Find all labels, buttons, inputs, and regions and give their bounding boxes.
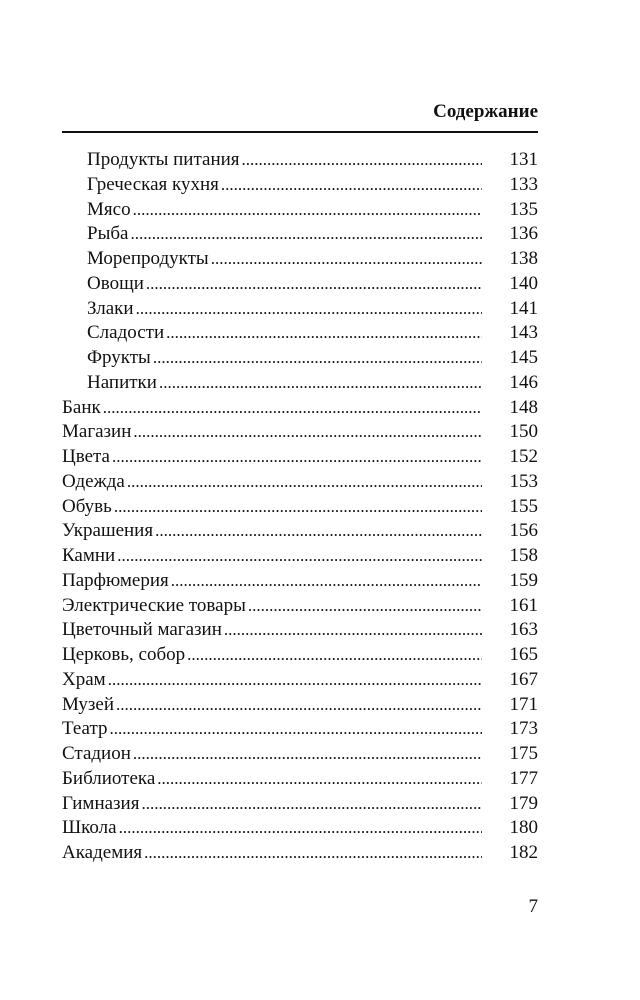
toc-dot-leader xyxy=(242,148,482,172)
toc-entry-page: 140 xyxy=(509,272,538,294)
toc-dot-leader xyxy=(136,297,482,321)
toc-entry-title: Библиотека xyxy=(62,767,156,789)
toc-dot-leader xyxy=(159,371,482,395)
toc-entry xyxy=(62,742,538,767)
toc-entry-page: 163 xyxy=(509,619,538,641)
toc-dot-leader xyxy=(224,618,482,642)
toc-entry-page: 159 xyxy=(509,569,538,591)
toc-entry-page: 146 xyxy=(509,371,538,393)
toc-entry-page: 175 xyxy=(509,743,538,764)
toc-entry-page: 131 xyxy=(509,149,538,170)
toc-dot-leader xyxy=(144,841,482,865)
toc-entry xyxy=(62,272,538,297)
toc-dot-leader xyxy=(117,544,482,568)
toc-entry-page: 135 xyxy=(509,198,538,220)
toc-dot-leader xyxy=(221,173,482,197)
toc-entry xyxy=(62,297,538,322)
header-rule xyxy=(62,131,538,133)
toc-entry-title: Морепродукты xyxy=(87,248,209,269)
toc-entry-title: Овощи xyxy=(87,272,144,294)
toc-dot-leader xyxy=(133,198,482,222)
toc-entry xyxy=(62,396,538,421)
toc-entry-page: 141 xyxy=(509,297,538,319)
toc-entry xyxy=(62,569,538,594)
toc-entry xyxy=(62,841,538,866)
toc-entry-page: 167 xyxy=(509,668,538,690)
toc-entry-title: Рыба xyxy=(87,223,129,245)
toc-entry-page: 180 xyxy=(509,817,538,839)
toc-dot-leader xyxy=(146,272,482,296)
toc-entry-title: Стадион xyxy=(62,743,131,764)
toc-entry-page: 165 xyxy=(509,644,538,665)
toc-entry-title: Цвета xyxy=(62,446,110,467)
toc-entry-page: 133 xyxy=(509,173,538,195)
table-of-contents xyxy=(62,148,538,866)
toc-entry xyxy=(62,792,538,817)
toc-entry-title: Театр xyxy=(62,718,108,740)
toc-entry xyxy=(62,717,538,742)
toc-entry-page: 173 xyxy=(509,718,538,740)
toc-entry xyxy=(62,321,538,346)
toc-dot-leader xyxy=(171,569,482,593)
toc-entry-title: Одежда xyxy=(62,470,125,492)
toc-entry xyxy=(62,544,538,569)
toc-entry-title: Цветочный магазин xyxy=(62,619,222,641)
toc-entry-title: Греческая кухня xyxy=(87,173,219,195)
toc-entry xyxy=(62,247,538,272)
toc-dot-leader xyxy=(130,222,482,246)
toc-entry-page: 182 xyxy=(509,842,538,863)
toc-entry-title: Магазин xyxy=(62,421,132,443)
toc-entry-page: 138 xyxy=(509,248,538,269)
toc-entry-title: Камни xyxy=(62,545,116,566)
toc-entry-title: Фрукты xyxy=(87,347,151,368)
page-number: 7 xyxy=(528,896,538,917)
toc-entry xyxy=(62,668,538,693)
toc-entry xyxy=(62,594,538,619)
toc-entry-title: Банк xyxy=(62,396,101,418)
toc-entry-title: Обувь xyxy=(62,495,112,517)
toc-entry-title: Напитки xyxy=(87,371,157,393)
toc-entry xyxy=(62,495,538,520)
toc-entry-page: 143 xyxy=(509,322,538,344)
toc-entry-title: Мясо xyxy=(87,198,131,220)
toc-entry xyxy=(62,445,538,470)
toc-entry-title: Школа xyxy=(62,817,117,839)
toc-entry-title: Музей xyxy=(62,693,115,715)
running-header-title: Содержание xyxy=(433,101,538,122)
toc-entry-page: 145 xyxy=(509,347,538,368)
toc-dot-leader xyxy=(141,792,482,816)
toc-entry-page: 161 xyxy=(509,594,538,616)
toc-entry-page: 136 xyxy=(509,223,538,245)
toc-entry-page: 153 xyxy=(509,470,538,492)
toc-entry-page: 152 xyxy=(509,446,538,467)
toc-entry-page: 156 xyxy=(509,520,538,542)
toc-entry-title: Академия xyxy=(62,842,143,863)
toc-entry xyxy=(62,767,538,792)
toc-dot-leader xyxy=(211,247,482,271)
toc-entry xyxy=(62,148,538,173)
toc-dot-leader xyxy=(114,495,482,519)
toc-entry-title: Парфюмерия xyxy=(62,569,169,591)
toc-entry xyxy=(62,222,538,247)
toc-entry-title: Гимназия xyxy=(62,792,140,814)
toc-entry-title: Электрические товары xyxy=(62,594,246,616)
toc-dot-leader xyxy=(112,445,482,469)
toc-dot-leader xyxy=(116,693,482,717)
toc-entry-title: Храм xyxy=(62,668,106,690)
toc-entry-title: Церковь, собор xyxy=(62,644,186,665)
toc-entry xyxy=(62,420,538,445)
toc-dot-leader xyxy=(155,519,482,543)
toc-dot-leader xyxy=(157,767,482,791)
toc-entry xyxy=(62,470,538,495)
toc-entry-title: Украшения xyxy=(62,520,154,542)
toc-dot-leader xyxy=(133,742,482,766)
toc-entry xyxy=(62,198,538,223)
toc-dot-leader xyxy=(133,420,482,444)
toc-entry xyxy=(62,173,538,198)
toc-dot-leader xyxy=(108,668,482,692)
toc-entry-page: 158 xyxy=(509,545,538,566)
toc-entry xyxy=(62,643,538,668)
toc-dot-leader xyxy=(166,321,482,345)
toc-entry xyxy=(62,346,538,371)
toc-dot-leader xyxy=(119,816,482,840)
toc-entry-page: 155 xyxy=(509,495,538,517)
toc-entry-page: 171 xyxy=(509,693,538,715)
toc-entry xyxy=(62,816,538,841)
toc-entry-page: 148 xyxy=(509,396,538,418)
toc-entry xyxy=(62,693,538,718)
toc-entry-page: 179 xyxy=(509,792,538,814)
toc-entry-page: 150 xyxy=(509,421,538,443)
toc-entry xyxy=(62,519,538,544)
toc-entry xyxy=(62,618,538,643)
toc-entry xyxy=(62,371,538,396)
toc-dot-leader xyxy=(187,643,482,667)
toc-dot-leader xyxy=(248,594,482,618)
toc-dot-leader xyxy=(153,346,482,370)
toc-entry-title: Злаки xyxy=(87,297,134,319)
toc-dot-leader xyxy=(103,396,482,420)
toc-entry-page: 177 xyxy=(509,767,538,789)
toc-dot-leader xyxy=(127,470,482,494)
toc-entry-title: Сладости xyxy=(87,322,165,344)
toc-entry-title: Продукты питания xyxy=(87,149,240,170)
toc-dot-leader xyxy=(110,717,482,741)
